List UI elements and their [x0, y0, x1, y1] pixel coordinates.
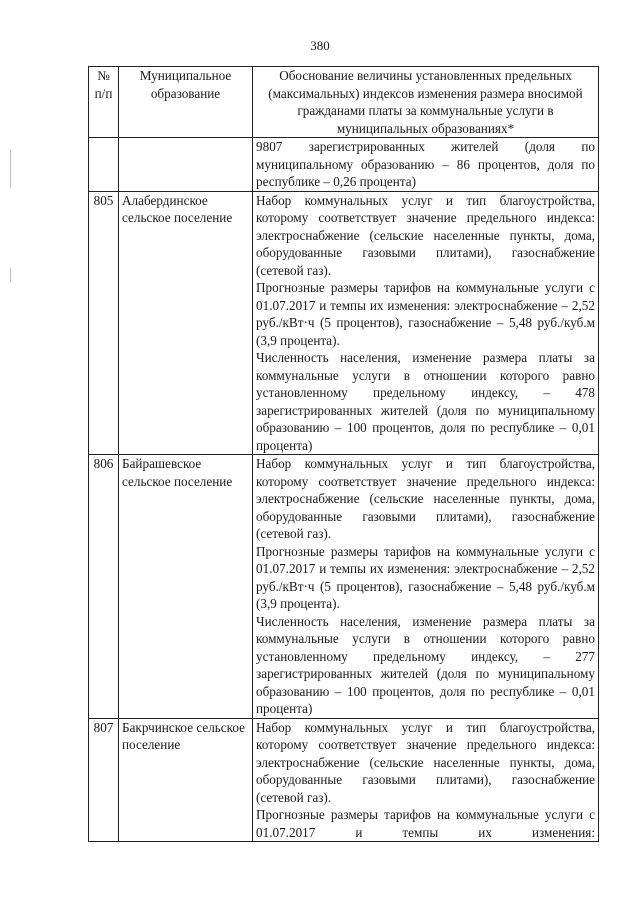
table-row: [89, 138, 599, 192]
services-paragraph: Набор коммунальных услуг и тип благоустройства, которому соответствует значение предельного индекса: электроснабжение (сельские населенные пункты, дома, оборудованные газовыми плитами), газоснабжение (сетевой газ).: [256, 719, 595, 805]
continuation-text: 9807 зарегистрированных жителей (доля по муниципальному образованию – 86 процентов, доля по республике – 0,26 процента): [253, 138, 599, 192]
population-paragraph: Численность населения, изменение размера платы за коммунальные услуги в отношении которого равно установленному предельному индексу, – 277 зарегистрированных жителей (доля по муниципальному образованию – 100 процентов, доля по республике – 0,01 процента): [256, 613, 595, 716]
tariff-table: [88, 66, 599, 842]
margin-mark: [10, 268, 11, 282]
justification-cell: [253, 718, 599, 842]
margin-mark: [10, 150, 11, 188]
page-number: 380: [310, 38, 330, 53]
row-number: 806: [89, 455, 119, 719]
table-row: [89, 191, 599, 455]
header-justification: Обоснование величины установленных предельных (максимальных) индексов изменения размера вносимой гражданами платы за коммунальные услуги в муниципальных образованиях*: [253, 67, 599, 138]
table-row: [89, 455, 599, 719]
table-row: [89, 718, 599, 842]
municipality-name: Бакрчинское сельское поселение: [119, 718, 253, 842]
row-number: 807: [89, 718, 119, 842]
municipality-name: Алабердинское сельское поселение: [119, 191, 253, 455]
services-paragraph: Набор коммунальных услуг и тип благоустройства, которому соответствует значение предельного индекса: электроснабжение (сельские населенные пункты, дома, оборудованные газовыми плитами), газоснабжение (сетевой газ).: [256, 456, 595, 541]
row-number: 805: [89, 191, 119, 455]
municipality-name: Байрашевское сельское поселение: [119, 455, 253, 719]
services-paragraph: Набор коммунальных услуг и тип благоустройства, которому соответствует значение предельного индекса: электроснабжение (сельские населенные пункты, дома, оборудованные газовыми плитами), газоснабжение (сетевой газ).: [256, 192, 595, 278]
justification-cell: [253, 191, 599, 455]
justification-cell: [253, 455, 599, 719]
table-header-row: [89, 67, 599, 138]
tariffs-paragraph: Прогнозные размеры тарифов на коммунальные услуги с 01.07.2017 и темпы их изменения: электроснабжение – 2,52 руб./кВт·ч (5 процентов), газоснабжение – 5,48 руб./куб.м (3,9 процента).: [256, 280, 595, 348]
header-municipality: Муниципальное образование: [119, 67, 253, 138]
population-paragraph: Численность населения, изменение размера платы за коммунальные услуги в отношении которого равно установленному предельному индексу, – 478 зарегистрированных жителей (доля по муниципальному образованию – 100 процентов, доля по республике – 0,01 процента): [256, 350, 595, 453]
header-number: № п/п: [89, 67, 119, 138]
tariffs-paragraph: Прогнозные размеры тарифов на коммунальные услуги с 01.07.2017 и темпы их изменения: электроснабжение – 2,52 руб./кВт·ч (5 процентов), газоснабжение – 5,48 руб./куб.м (3,9 процента).: [256, 543, 595, 611]
tariffs-paragraph: Прогнозные размеры тарифов на коммунальные услуги с 01.07.2017 и темпы их изменения:: [256, 807, 595, 840]
